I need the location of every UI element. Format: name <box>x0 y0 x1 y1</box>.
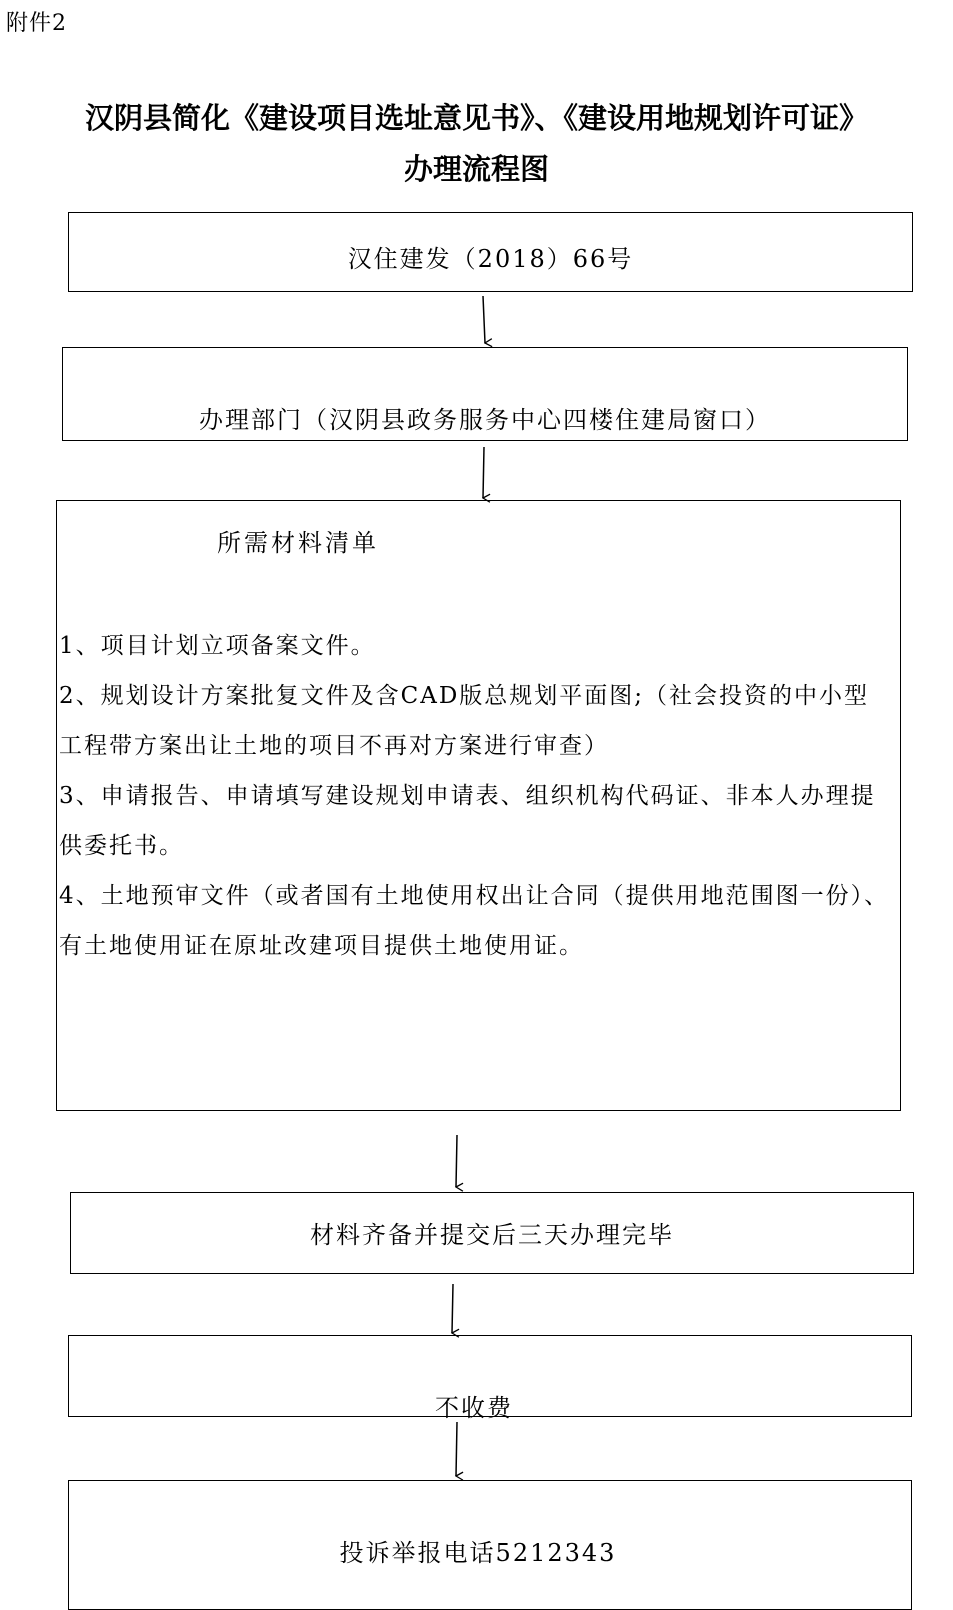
arrow-down-icon <box>456 1135 457 1187</box>
complaint-text: 投诉举报电话5212343 <box>339 1539 617 1567</box>
arrow-down-icon <box>483 447 484 498</box>
page-title: 汉阴县简化《建设项目选址意见书》、《建设用地规划许可证》 <box>84 101 868 135</box>
materials-heading: 所需材料清单 <box>217 529 379 557</box>
arrow-down-icon <box>452 1284 453 1333</box>
department-text: 办理部门（汉阴县政务服务中心四楼住建局窗口） <box>199 406 771 434</box>
timeline-text: 材料齐备并提交后三天办理完毕 <box>310 1221 674 1249</box>
material-item-2: 2、规划设计方案批复文件及含CAD版总规划平面图;（社会投资的中小型工程带方案出让土地的项目不再对方案进行审查） <box>59 683 870 759</box>
page-subtitle: 办理流程图 <box>403 152 549 186</box>
fee-text: 不收费 <box>435 1394 513 1422</box>
material-item-1: 1、项目计划立项备案文件。 <box>59 633 376 659</box>
annex-label: 附件2 <box>6 11 67 36</box>
material-item-3: 3、申请报告、申请填写建设规划申请表、组织机构代码证、非本人办理提供委托书。 <box>59 783 876 859</box>
arrow-down-icon <box>483 296 485 343</box>
document-number-text: 汉住建发（2018）66号 <box>347 245 634 273</box>
material-item-4: 4、土地预审文件（或者国有土地使用权出让合同（提供用地范围图一份）、有土地使用证在原址改建项目提供土地使用证。 <box>59 883 890 959</box>
arrow-down-icon <box>456 1422 457 1476</box>
